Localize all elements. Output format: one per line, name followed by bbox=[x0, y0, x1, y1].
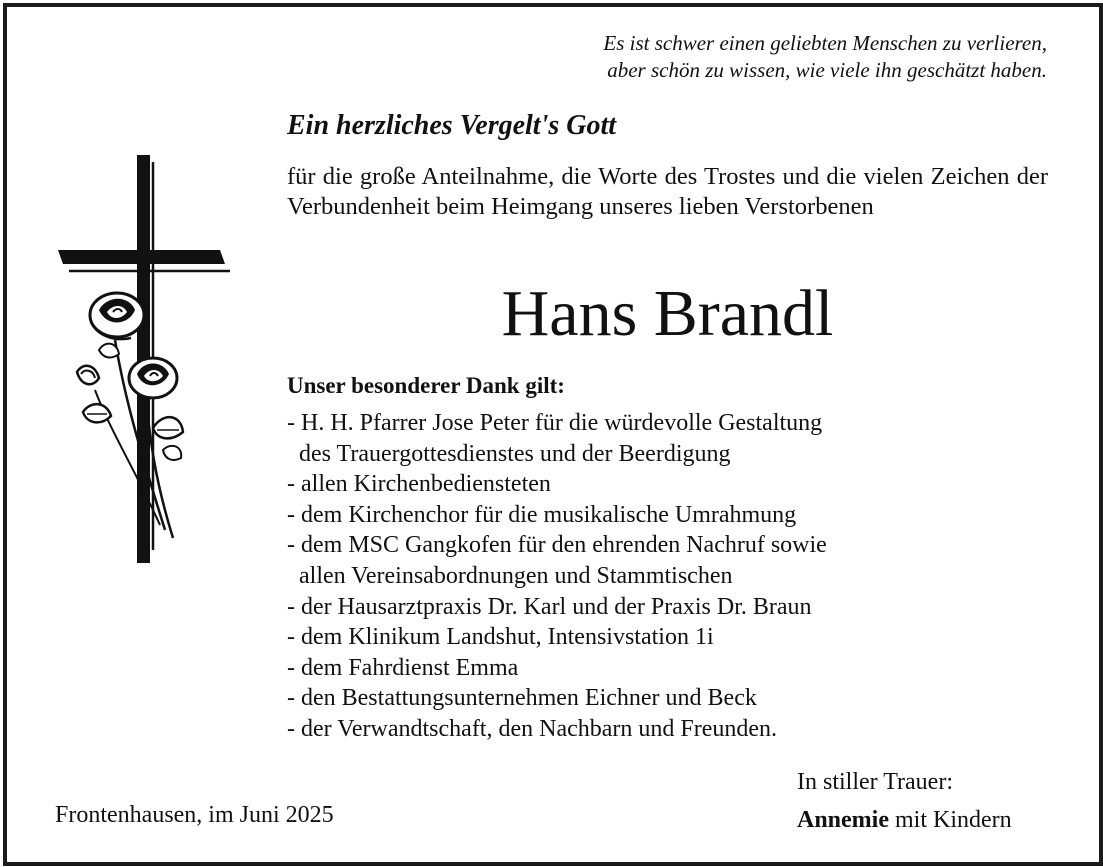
signers bbox=[797, 801, 1012, 839]
thanks-line: - allen Kirchenbediensteten bbox=[287, 471, 551, 498]
motto-quote bbox=[603, 30, 1047, 84]
cross-with-roses-icon bbox=[55, 150, 235, 570]
thanks-line: allen Vereinsabordnungen und Stammtischen bbox=[287, 562, 733, 589]
thanks-line: - der Verwandtschaft, den Nachbarn und Freunden. bbox=[287, 715, 778, 742]
thanks-heading: Unser besonderer Dank gilt: bbox=[287, 373, 565, 398]
headline: Ein herzliches Vergelt's Gott bbox=[287, 110, 617, 141]
signer-rest: mit Kindern bbox=[889, 807, 1012, 833]
thanks-line: - dem Kirchenchor für die musikalische Umrahmung bbox=[287, 501, 797, 528]
thanks-line: - der Hausarztpraxis Dr. Karl und der Praxis Dr. Braun bbox=[287, 593, 812, 620]
deceased-name: Hans Brandl bbox=[501, 277, 834, 350]
thanks-line: des Trauergottesdienstes und der Beerdigung bbox=[287, 440, 731, 467]
thanks-line: - dem MSC Gangkofen für den ehrenden Nachruf sowie bbox=[287, 532, 827, 559]
mourning-label: In stiller Trauer: bbox=[797, 769, 953, 795]
thanks-line: - H. H. Pfarrer Jose Peter für die würdevolle Gestaltung bbox=[287, 410, 823, 436]
thanks-list bbox=[287, 408, 827, 745]
mourning-block bbox=[797, 763, 1012, 839]
thanks-line: - dem Klinikum Landshut, Intensivstation 1i bbox=[287, 624, 714, 651]
motto-line-1: Es ist schwer einen geliebten Menschen zu verlieren, bbox=[603, 31, 1047, 55]
motto-line-2: aber schön zu wissen, wie viele ihn geschätzt haben. bbox=[607, 58, 1047, 82]
thanks-line: - dem Fahrdienst Emma bbox=[287, 654, 519, 681]
intro-text: für die große Anteilnahme, die Worte des Trostes und die vielen Zeichen der Verbundenheit beim Heimgang unseres lieben Verstorbenen bbox=[287, 163, 1048, 220]
thanks-line: - den Bestattungsunternehmen Eichner und Beck bbox=[287, 685, 757, 712]
place-date: Frontenhausen, im Juni 2025 bbox=[55, 802, 334, 828]
signer-name: Annemie bbox=[797, 807, 889, 833]
